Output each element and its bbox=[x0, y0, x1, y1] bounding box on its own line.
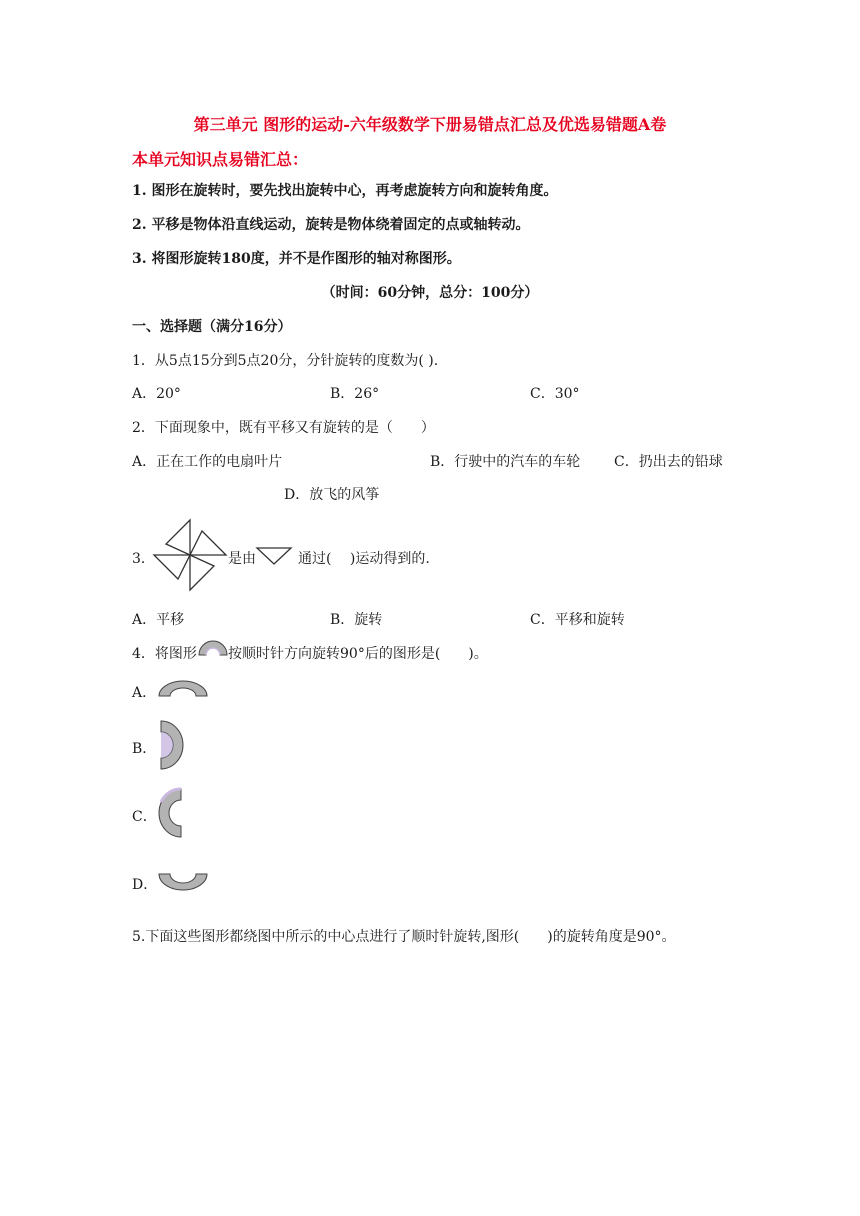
triangle-figure bbox=[256, 547, 292, 565]
question-5-stem: 5.下面这些图形都绕图中所示的中心点进行了顺时针旋转,图形( )的旋转角度是90°。 bbox=[132, 929, 676, 945]
question-1-option-b[interactable]: B．26° bbox=[330, 386, 380, 402]
question-3-number: 3． bbox=[132, 551, 155, 567]
question-2-option-c[interactable]: C．扔出去的铅球 bbox=[614, 454, 723, 470]
question-4-option-d[interactable]: D． bbox=[132, 877, 158, 893]
time-info: （时间：60分钟，总分：100分） bbox=[321, 285, 539, 301]
question-3-option-c[interactable]: C．平移和旋转 bbox=[530, 612, 625, 628]
question-4-option-b[interactable]: B． bbox=[132, 741, 157, 757]
option-d-arch-icon[interactable] bbox=[158, 873, 208, 891]
arch-shape-icon bbox=[198, 640, 228, 656]
knowledge-point-2: 2. 平移是物体沿直线运动，旋转是物体绕着固定的点或轴转动。 bbox=[132, 217, 530, 233]
question-4-pre-text: 4．将图形 bbox=[132, 646, 197, 662]
question-2-option-a[interactable]: A．正在工作的电扇叶片 bbox=[132, 454, 283, 470]
option-b-arch-icon[interactable] bbox=[160, 720, 184, 770]
pinwheel-figure bbox=[152, 518, 228, 592]
question-3-mid-text: 是由 bbox=[228, 551, 256, 567]
question-3-option-b[interactable]: B．旋转 bbox=[330, 612, 383, 628]
option-a-arch-icon[interactable] bbox=[158, 680, 208, 697]
question-1-option-a[interactable]: A．20° bbox=[132, 386, 181, 402]
option-c-arch-icon[interactable] bbox=[158, 788, 182, 838]
summary-heading: 本单元知识点易错汇总： bbox=[132, 150, 309, 169]
question-2-option-b[interactable]: B．行驶中的汽车的车轮 bbox=[430, 454, 581, 470]
question-2-stem: 2．下面现象中，既有平移又有旋转的是（ ） bbox=[132, 420, 435, 436]
question-3-tail-text: 通过( )运动得到的. bbox=[298, 551, 430, 567]
knowledge-point-1: 1. 图形在旋转时，要先找出旋转中心，再考虑旋转方向和旋转角度。 bbox=[132, 183, 558, 199]
question-4-option-a[interactable]: A． bbox=[132, 685, 157, 701]
page-title: 第三单元 图形的运动-六年级数学下册易错点汇总及优选易错题A卷 bbox=[193, 115, 667, 134]
question-1-stem: 1．从5点15分到5点20分，分针旋转的度数为( ). bbox=[132, 353, 439, 369]
question-4-post-text: 按顺时针方向旋转90°后的图形是( )。 bbox=[228, 646, 488, 662]
question-1-option-c[interactable]: C．30° bbox=[530, 386, 580, 402]
question-4-option-c[interactable]: C． bbox=[132, 809, 157, 825]
question-3-option-a[interactable]: A．平移 bbox=[132, 612, 185, 628]
knowledge-point-3: 3. 将图形旋转180度，并不是作图形的轴对称图形。 bbox=[132, 251, 461, 267]
question-2-option-d[interactable]: D．放飞的风筝 bbox=[284, 487, 380, 503]
section-heading-choice: 一、选择题（满分16分） bbox=[132, 319, 292, 335]
